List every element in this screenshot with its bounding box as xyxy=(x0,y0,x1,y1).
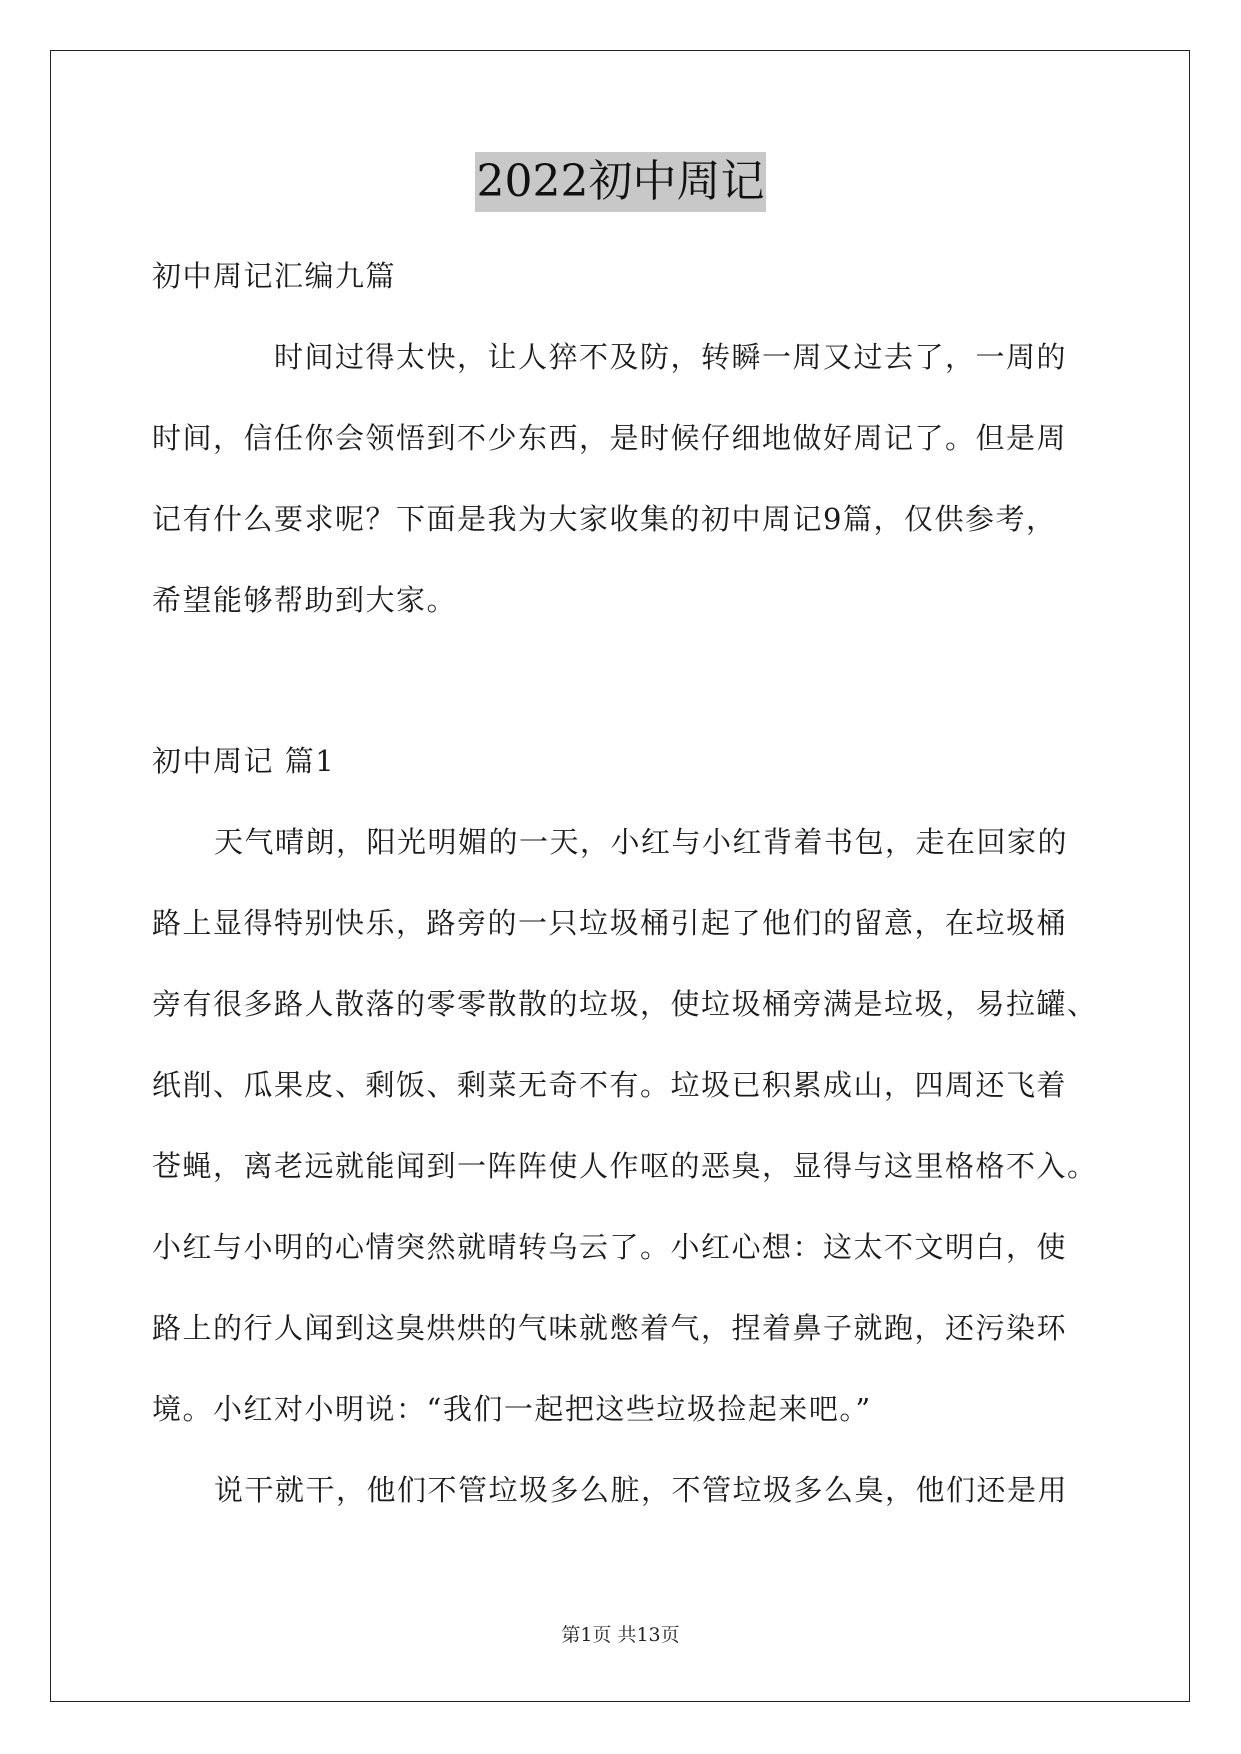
paragraph-gap xyxy=(152,641,1102,721)
document-body xyxy=(152,236,1102,1531)
intro-line: 时间，信任你会领悟到不少东西，是时候仔细地做好周记了。但是周 xyxy=(152,421,1068,455)
subtitle: 初中周记汇编九篇 xyxy=(152,259,397,293)
paragraph-line: 旁有很多路人散落的零零散散的垃圾，使垃圾桶旁满是垃圾，易拉罐、 xyxy=(152,987,1098,1021)
document-title: 2022初中周记 xyxy=(475,152,767,212)
paragraph-line: 路上显得特别快乐，路旁的一只垃圾桶引起了他们的留意，在垃圾桶 xyxy=(152,906,1068,940)
paragraph-line: 天气晴朗，阳光明媚的一天，小红与小红背着书包，走在回家的 xyxy=(214,825,1069,859)
intro-line: 时间过得太快，让人猝不及防，转瞬一周又过去了，一周的 xyxy=(274,340,1068,374)
paragraph-line: 境。小红对小明说：“我们一起把这些垃圾捡起来吧。” xyxy=(152,1392,872,1426)
intro-line: 希望能够帮助到大家。 xyxy=(152,583,458,617)
paragraph-line: 路上的行人闻到这臭烘烘的气味就憋着气，捏着鼻子就跑，还污染环 xyxy=(152,1311,1068,1345)
intro-line: 记有什么要求呢？下面是我为大家收集的初中周记9篇，仅供参考， xyxy=(152,502,1057,536)
paragraph-line: 纸削、瓜果皮、剩饭、剩菜无奇不有。垃圾已积累成山，四周还飞着 xyxy=(152,1068,1068,1102)
paragraph-line: 小红与小明的心情突然就晴转乌云了。小红心想：这太不文明白，使 xyxy=(152,1230,1068,1264)
paragraph-line: 说干就干，他们不管垃圾多么脏，不管垃圾多么臭，他们还是用 xyxy=(214,1473,1069,1507)
section-heading: 初中周记 篇1 xyxy=(152,744,336,778)
title-container xyxy=(0,152,1241,212)
page-footer: 第1页 共13页 xyxy=(561,1624,680,1646)
paragraph-line: 苍蝇，离老远就能闻到一阵阵使人作呕的恶臭，显得与这里格格不入。 xyxy=(152,1149,1098,1183)
